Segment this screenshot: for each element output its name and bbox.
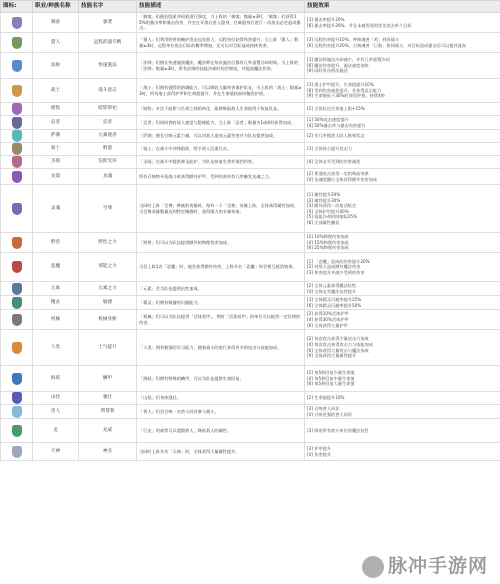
skill-effect-cell — [305, 13, 500, 33]
effect-line: [4] 伤害提升 — [307, 451, 332, 457]
emblem-icon — [12, 130, 22, 142]
skill-description: 当同时上阵「至尊」种族的英雄时，每有一个「至尊」英雄上阵，全体获得属性加成。当至尊英雄数量达到特定阈值时，获得强力的专属效果。 — [137, 185, 305, 233]
skill-name: 龙威 — [79, 419, 137, 443]
table-row — [1, 366, 500, 392]
skill-name: 至尊 — [79, 185, 137, 233]
effect-line: [6] 25%物理伤害加成 — [307, 245, 349, 251]
table-row — [1, 252, 500, 281]
watermark-text: 脉冲手游网 — [387, 555, 488, 577]
job-name: 山怪 — [33, 392, 79, 405]
skill-name: 强壮 — [79, 392, 137, 405]
effect-line: [2] 每次攻击获得少量攻击力加成 — [307, 336, 369, 342]
job-name: 忍者 — [33, 116, 79, 130]
table-row — [1, 79, 500, 103]
skill-name: 信仰光环 — [79, 156, 137, 169]
skill-description: 当同时上阵多名「天神」时，全体获得大量属性提升。 — [137, 443, 305, 461]
row-icon-cell — [1, 116, 33, 130]
job-name: 骑士 — [33, 143, 79, 156]
job-name: 兽人 — [33, 405, 79, 419]
skill-effect-cell — [305, 310, 500, 330]
emblem-icon — [12, 314, 22, 326]
job-name: 龙裔 — [33, 169, 79, 185]
row-icon-cell — [1, 13, 33, 33]
effect-line: [4] 召唤更强的兽人同伴 — [307, 411, 352, 417]
job-name: 龙 — [33, 419, 79, 443]
skill-name: 野蛮 — [79, 143, 137, 156]
effect-line: [9] 同时发动两次施法 — [307, 68, 348, 74]
skill-name: 快速施法 — [79, 53, 137, 79]
table-row — [1, 443, 500, 461]
effect-line: [2] 全体元素获得魔法抗性 — [307, 282, 357, 288]
row-icon-cell — [1, 130, 33, 143]
table-row — [1, 392, 500, 405]
skill-description: 「圣骑」在战斗中提供神圣庇护，为队友恢复生命并抵挡伤害。 — [137, 156, 305, 169]
job-name: 海妖 — [33, 366, 79, 392]
job-name: 灵魂 — [33, 185, 79, 233]
job-name: 机械 — [33, 310, 79, 330]
table-row — [1, 130, 500, 143]
effect-line: [3] 战士护甲提升，生命值提升10% — [307, 82, 374, 88]
header-effect: 技能效果 — [305, 1, 500, 13]
effect-line: [1] 属性提升20% — [307, 191, 341, 197]
skill-description: 「骑士」在战斗中冲锋陷阵，给予敌人沉重打击。 — [137, 143, 305, 156]
emblem-icon — [12, 85, 22, 97]
table-row — [1, 233, 500, 253]
emblem-icon — [12, 283, 22, 295]
job-name: 天神 — [33, 443, 79, 461]
table-row — [1, 116, 500, 130]
emblem-icon — [12, 117, 22, 129]
skill-name: 远程武器专精 — [79, 33, 137, 53]
row-icon-cell — [1, 143, 33, 156]
effect-line: [6] 全部属性翻倍 — [307, 219, 340, 225]
effect-line: [3] 全体骑士提升攻击力 — [307, 146, 352, 152]
row-icon-cell — [1, 79, 33, 103]
skill-description: 当仅上阵1名「恶魔」时，他会获得额外伤害，上阵多名「恶魔」时会相互抵消效果。 — [137, 252, 305, 281]
row-icon-cell — [1, 156, 33, 169]
effect-line: [6] 全体获得大量护甲 — [307, 322, 348, 328]
skill-name: 龙魂 — [79, 169, 137, 185]
row-icon-cell — [1, 296, 33, 310]
emblem-icon — [12, 143, 22, 155]
skill-description: 「猎人」们利用野兽的掩护攻击远处敌人，远程单位获得伤害提升。当上阵「猎人」数量≥3时，远程单位攻击目标的概率增加，还可以对目标造成持续伤害。 — [137, 33, 305, 53]
effect-line: [2] 召唤兽人同伴 — [307, 406, 340, 412]
effect-line: [4] 每次攻击获得攻击力与技能加成 — [307, 342, 373, 348]
row-icon-cell — [1, 185, 33, 233]
table-body — [1, 13, 500, 461]
skill-effect-cell — [305, 156, 500, 169]
job-name: 恶魔 — [33, 252, 79, 281]
effect-line: [2] 普通攻击获得一定的吸血效果 — [307, 171, 369, 177]
row-icon-cell — [1, 392, 33, 405]
job-name: 战士 — [33, 79, 79, 103]
effect-line: [4] 获得30%活体护甲 — [307, 316, 349, 322]
table-row — [1, 103, 500, 116]
skill-name: 士气提升 — [79, 330, 137, 366]
header-icon: 图标: — [1, 1, 33, 13]
skill-description: 「山怪」们身体强壮。 — [137, 392, 305, 405]
skill-name: 元素之力 — [79, 281, 137, 295]
row-icon-cell — [1, 169, 33, 185]
emblem-icon — [12, 261, 22, 273]
job-name: 暗牧 — [33, 103, 79, 116]
skill-name: 忍者 — [79, 116, 137, 130]
row-icon-cell — [1, 53, 33, 79]
header-row — [1, 1, 500, 13]
job-name: 刺客 — [33, 13, 79, 33]
emblem-icon — [12, 171, 22, 183]
effect-line: [4] 龙魂觉醒后全体获得额外伤害加成 — [307, 176, 378, 182]
skill-description: 「精灵」们拥有敏捷的闪避能力。 — [137, 296, 305, 310]
skill-effect-cell — [305, 185, 500, 233]
skill-effect-cell — [305, 33, 500, 53]
skill-description: 「机械」们可以为队伍提供「活体装甲」，拥有「活体装甲」的单位可以抵挡一定比例的伤害。 — [137, 310, 305, 330]
skill-name: 邪能之力 — [79, 252, 137, 281]
skill-effect-cell — [305, 252, 500, 281]
effect-line: [6] 暴击率提升20%，并且未被发现时优先攻击单个目标 — [307, 22, 412, 28]
skill-effect-cell — [305, 233, 500, 253]
table-row — [1, 33, 500, 53]
job-name: 野兽 — [33, 233, 79, 253]
emblem-icon — [12, 392, 22, 404]
skill-effect-cell — [305, 143, 500, 156]
table-row — [1, 156, 500, 169]
table-row — [1, 296, 500, 310]
row-icon-cell — [1, 419, 33, 443]
emblem-icon — [12, 156, 22, 168]
emblem-icon — [12, 373, 22, 385]
skill-effect-cell — [305, 366, 500, 392]
effect-line: [4] 15%物理伤害加成 — [307, 239, 349, 245]
skill-description: 「人类」拥有极强的学习能力，随着战斗的进行获得更多的攻击与技能加成。 — [137, 330, 305, 366]
row-icon-cell — [1, 281, 33, 295]
job-name: 法师 — [33, 53, 79, 79]
job-name: 猎人 — [33, 33, 79, 53]
emblem-icon — [12, 203, 22, 215]
skill-effect-cell — [305, 443, 500, 461]
skill-effect-cell — [305, 103, 500, 116]
job-name: 精灵 — [33, 296, 79, 310]
job-name: 元素 — [33, 281, 79, 295]
row-icon-cell — [1, 33, 33, 53]
job-name: 萨满 — [33, 130, 79, 143]
effect-line: [6] 全体精灵闪避率提升50% — [307, 302, 362, 308]
table-row — [1, 310, 500, 330]
job-name: 人类 — [33, 330, 79, 366]
row-icon-cell — [1, 310, 33, 330]
skill-effect-cell — [305, 405, 500, 419]
row-icon-cell — [1, 103, 33, 116]
skill-description: 「刺客」们擅长隐匿并伺机进行强攻，当上阵的「刺客」数量≥3时，「刺客」们获得15%的暴击率和暴击伤害，并会在开战后进入隐身，打破隐身后进行一次攻击必定造成暴击。 — [137, 13, 305, 33]
skill-effect-cell — [305, 79, 500, 103]
header-skill: 技能名字 — [79, 1, 137, 13]
row-icon-cell — [1, 366, 33, 392]
skill-description: 「忍者」们同时拥有惊人速度与隐秘能力，当上阵「忍者」数量为1或4时获得加成。 — [137, 116, 305, 130]
effect-line: [4] 每5秒回复中量生命值 — [307, 375, 355, 381]
watermark-logo-icon — [362, 556, 384, 578]
effect-line: [2] 全体队伍生命值上限+15% — [307, 106, 365, 112]
effect-line: [4] 全体友军受到的伤害减免 — [307, 159, 361, 165]
row-icon-cell — [1, 405, 33, 419]
skill-description: 「兽人」们会召唤一名兽人同伴参与战斗。 — [137, 405, 305, 419]
job-name: 圣骑 — [33, 156, 79, 169]
emblem-icon — [12, 446, 22, 458]
skill-effect-cell — [305, 281, 500, 295]
effect-line: [4] 全体友军魔法抗性提升 — [307, 288, 357, 294]
effect-line: [4] 全体护甲提升40% — [307, 208, 349, 214]
effect-line: [3] 降低所有敌方单位的魔法抗性 — [307, 428, 369, 434]
emblem-icon — [12, 406, 22, 418]
skill-effect-cell — [305, 419, 500, 443]
emblem-icon — [12, 17, 22, 29]
effect-line: [6] 远程伤害提升20%，召唤魂兽「巨狼」协同战斗，对目标造成暴击后可以使其流血 — [307, 42, 466, 48]
effect-line: [2] 获得10%活体护甲 — [307, 311, 349, 317]
skill-description: 「野兽」们可以为队伍提供额外的物理伤害加成。 — [137, 233, 305, 253]
skill-description: 「萨满」擅长召唤元素力量，可以对敌人造成元素伤害并为队友提供加成。 — [137, 130, 305, 143]
effect-line: [1] 50%攻击速度提升 — [307, 117, 349, 122]
skill-effect-cell — [305, 53, 500, 79]
skill-description: 「暗牧」专注于暗影与生命之间的转化，能够吸取敌人生命值用于恢复队友。 — [137, 103, 305, 116]
skill-effect-cell — [305, 330, 500, 366]
effect-line: [2] 对敌人造成额外魔法伤害 — [307, 264, 361, 270]
skill-description: 「巨龙」的威势可以震慑敌人，降低敌人的属性。 — [137, 419, 305, 443]
effect-line: [2] 属性提升30% — [307, 197, 341, 203]
effect-line: [9] 全体获得大量属性提升 — [307, 353, 357, 359]
effect-line: [2] 每5秒回复少量生命值 — [307, 370, 355, 376]
emblem-icon — [12, 297, 22, 309]
emblem-icon — [12, 37, 22, 49]
skill-effect-cell — [305, 130, 500, 143]
effect-line: [3] 远程伤害提升10%，呼唤魂兽「鸡」到场战斗 — [307, 36, 399, 42]
table-row — [1, 185, 500, 233]
effect-line: [2] 10%物理伤害加成 — [307, 234, 349, 240]
skill-name: 鳞甲 — [79, 366, 137, 392]
skill-name: 强袭 — [79, 13, 137, 33]
effect-line: [6] 每5秒回复大量生命值 — [307, 381, 355, 387]
skill-effect-cell — [305, 296, 500, 310]
table-row — [1, 13, 500, 33]
skill-effect-cell — [305, 169, 500, 185]
effect-line: [2] 有几率使敌人陷入眩晕状态 — [307, 133, 365, 139]
header-job: 职业/种族名称 — [33, 1, 79, 13]
row-icon-cell — [1, 233, 33, 253]
skill-name: 元素使者 — [79, 130, 137, 143]
emblem-icon — [12, 103, 22, 115]
skill-name: 神圣 — [79, 443, 137, 461]
effect-line: [1] 「恶魔」造成的伤害提升20% — [307, 258, 370, 264]
table-row — [1, 169, 500, 185]
effect-line: [3] 伤害提升并减少受到的伤害 — [307, 269, 365, 275]
emblem-icon — [12, 425, 22, 437]
effect-line: [3] 全体精灵闪避率提升25% — [307, 297, 362, 303]
skill-name: 机械身躯 — [79, 310, 137, 330]
row-icon-cell — [1, 330, 33, 366]
skill-description: 「元素」会为队伍提供抗性加成。 — [137, 281, 305, 295]
skill-name: 野性之力 — [79, 233, 137, 253]
effect-line: [6] 全体获得大量攻击与魔法加成 — [307, 347, 369, 353]
effect-line: [3] 暴击率提升20% — [307, 16, 345, 22]
skill-description: 「海妖」们拥有特殊的鳞甲，可以为队伍提供生命回复。 — [137, 366, 305, 392]
table-row — [1, 281, 500, 295]
effect-line: [2] 生命值提升10% — [307, 395, 345, 401]
emblem-icon — [12, 342, 22, 354]
table-row — [1, 405, 500, 419]
row-icon-cell — [1, 252, 33, 281]
effect-line: [4] 50%暴击率与暴击伤害提升 — [307, 122, 366, 128]
table-row — [1, 143, 500, 156]
skill-name: 暗影祭祀 — [79, 103, 137, 116]
table-row — [1, 419, 500, 443]
effect-line: [3] 魔法师施法冷却减少，并有几率重置冷却 — [307, 57, 390, 63]
skill-effect-cell — [305, 392, 500, 405]
header-desc: 技能描述 — [137, 1, 305, 13]
skill-name: 战斗意志 — [79, 79, 137, 103]
table-row — [1, 53, 500, 79]
watermark — [362, 551, 488, 578]
effect-line: [3] 额外获得一次复活机会 — [307, 203, 357, 209]
skill-description: 「战士」们拥有强悍的防御能力，可以吸收大量伤害保护队友，当上阵的「战士」数量≥3时，所有战士获得护甲和生命值提升，并在生命值较低时触发护盾。 — [137, 79, 305, 103]
skill-name: 敏捷 — [79, 296, 137, 310]
skill-effect-cell — [305, 116, 500, 130]
emblem-icon — [12, 60, 22, 72]
emblem-icon — [12, 237, 22, 249]
skill-name: 帮帮我 — [79, 405, 137, 419]
skill-description: 「法师」们擅长快速施放魔法，魔法师在每次施法后都有几率重置冷却时间。当上阵的「法师」数量≥3时，所有法师的技能冷却时间会缩短，并提高魔法伤害。 — [137, 53, 305, 79]
row-icon-cell — [1, 443, 33, 461]
effect-line: [6] 魔法伤害提升，施法速度加快 — [307, 62, 369, 68]
effect-line: [6] 受到伤害减免提升，并获得反击能力 — [307, 87, 382, 93]
effect-line: [5] 技能冷却时间缩短25% — [307, 214, 358, 220]
effect-line: [2] 护甲提升 — [307, 446, 332, 452]
skill-description: 所有召唤物开始战斗时获得额外护甲，受到伤害时有几率触发龙魂之力。 — [137, 169, 305, 185]
effect-line: [9] 生命值低于30%时获得护盾，持续4秒 — [307, 93, 385, 99]
table-row — [1, 330, 500, 366]
